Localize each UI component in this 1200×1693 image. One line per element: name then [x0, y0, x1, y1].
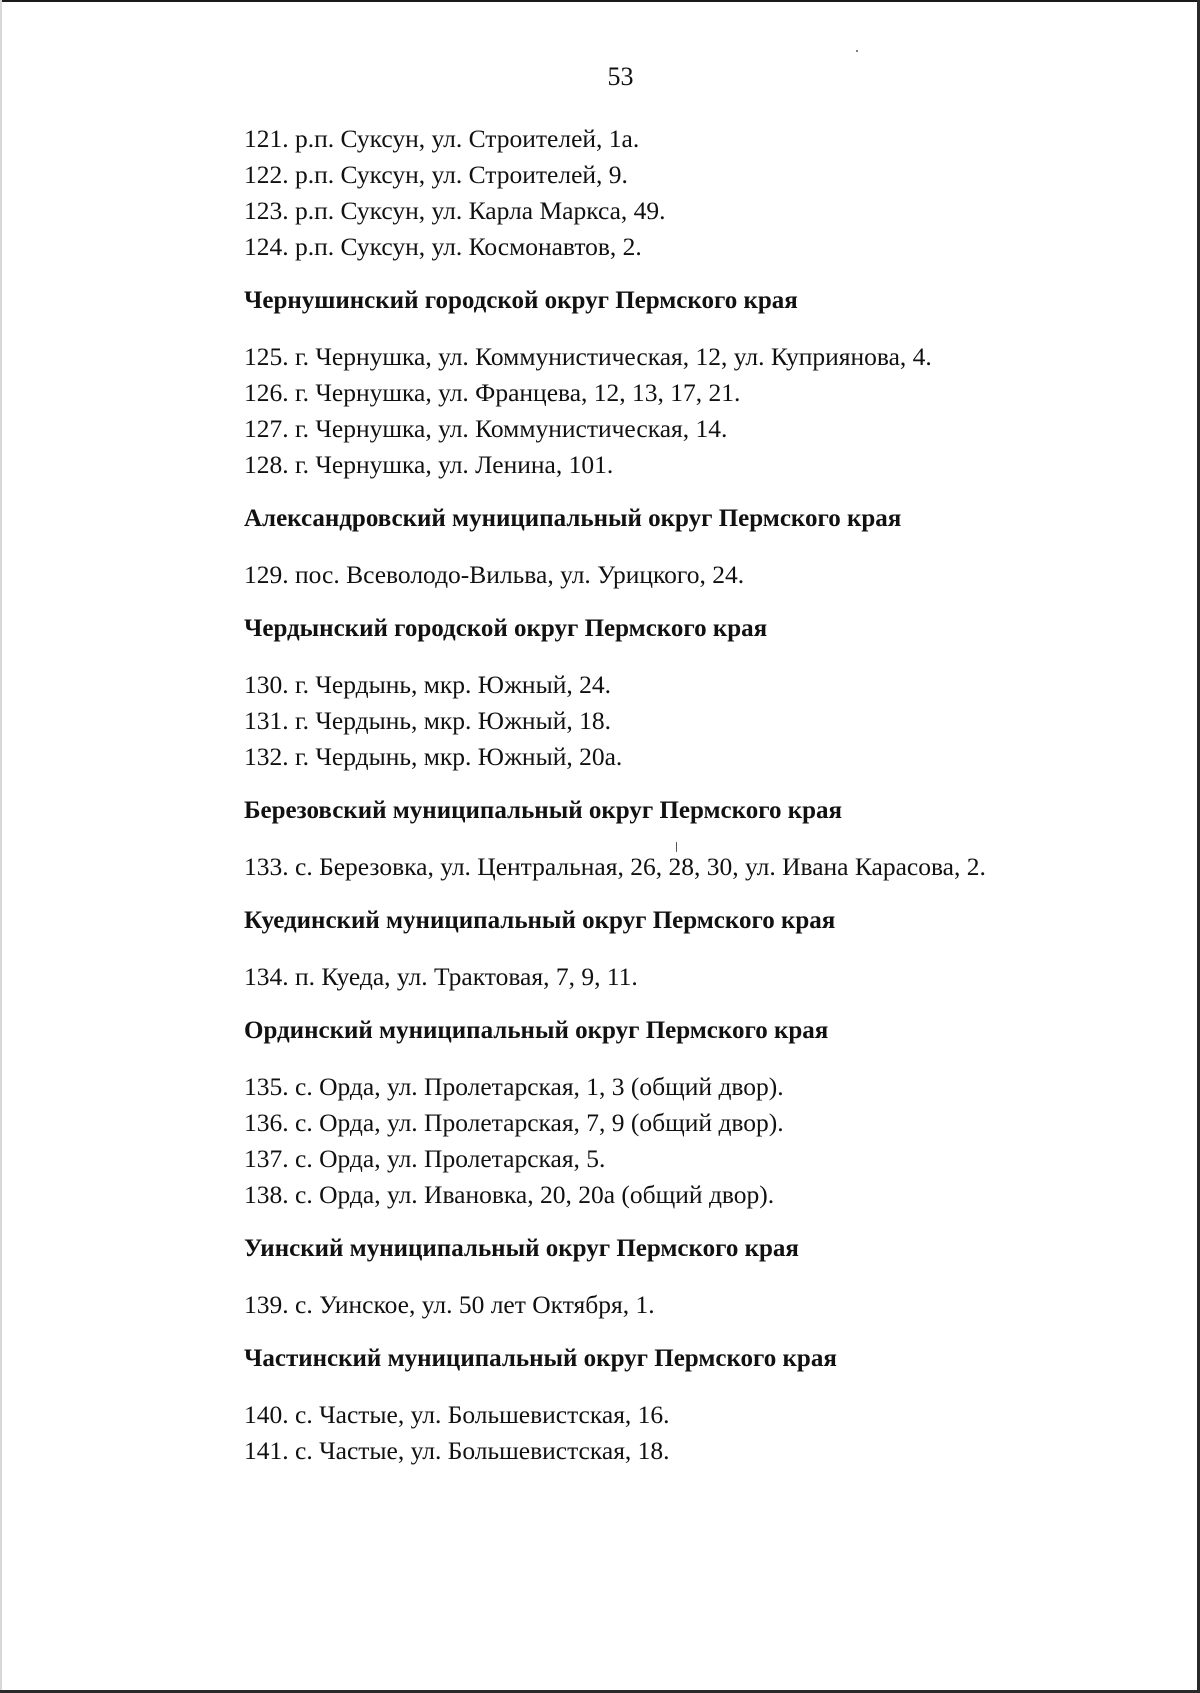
list-item: 126. г. Чернушка, ул. Францева, 12, 13, 17, 21. [244, 378, 741, 407]
list-item: 124. р.п. Суксун, ул. Космонавтов, 2. [244, 232, 642, 261]
section-aleksandrovsky [244, 501, 1164, 593]
section-heading: Ординский муниципальный округ Пермского края [244, 1017, 829, 1044]
list-item: 139. с. Уинское, ул. 50 лет Октября, 1. [244, 1290, 655, 1319]
list-item: 123. р.п. Суксун, ул. Карла Маркса, 49. [244, 196, 666, 225]
section-heading: Частинский муниципальный округ Пермского края [244, 1345, 837, 1372]
section-uinsky [244, 1231, 1164, 1323]
list-item: 122. р.п. Суксун, ул. Строителей, 9. [244, 160, 628, 189]
list-item: 133. с. Березовка, ул. Центральная, 26, 28, 30, ул. Ивана Карасова, 2. [244, 852, 986, 881]
list-item: 125. г. Чернушка, ул. Коммунистическая, 12, ул. Куприянова, 4. [244, 342, 932, 371]
list-item: 132. г. Чердынь, мкр. Южный, 20а. [244, 742, 623, 771]
section-heading: Куединский муниципальный округ Пермского края [244, 907, 836, 934]
list-item: 137. с. Орда, ул. Пролетарская, 5. [244, 1144, 606, 1173]
section-cherdynsky [244, 611, 1164, 775]
section-heading: Чердынский городской округ Пермского края [244, 615, 768, 642]
list-item: 128. г. Чернушка, ул. Ленина, 101. [244, 450, 614, 479]
page-number: 53 [607, 62, 634, 91]
list-item: 130. г. Чердынь, мкр. Южный, 24. [244, 670, 611, 699]
section-chastinsky [244, 1341, 1164, 1469]
list-item: 135. с. Орда, ул. Пролетарская, 1, 3 (общий двор). [244, 1072, 784, 1101]
scan-speck [856, 50, 858, 52]
list-item: 134. п. Куеда, ул. Трактовая, 7, 9, 11. [244, 962, 638, 991]
section-kuedinsky [244, 903, 1164, 995]
list-item: 136. с. Орда, ул. Пролетарская, 7, 9 (общий двор). [244, 1108, 784, 1137]
list-item: 131. г. Чердынь, мкр. Южный, 18. [244, 706, 611, 735]
section-ordinsky [244, 1013, 1164, 1213]
list-item: 129. пос. Всеволодо-Вильва, ул. Урицкого, 24. [244, 560, 745, 589]
section-berezovsky [244, 793, 1164, 885]
list-item: 140. с. Частые, ул. Большевистская, 16. [244, 1400, 670, 1429]
intro-group [244, 121, 1164, 265]
scan-edge-top [0, 0, 1200, 2]
list-item: 121. р.п. Суксун, ул. Строителей, 1а. [244, 124, 640, 153]
list-item: 141. с. Частые, ул. Большевистская, 18. [244, 1436, 670, 1465]
section-heading: Уинский муниципальный округ Пермского края [244, 1235, 799, 1262]
list-item: 138. с. Орда, ул. Ивановка, 20, 20а (общий двор). [244, 1180, 775, 1209]
scan-edge-left [0, 0, 2, 1693]
list-item: 127. г. Чернушка, ул. Коммунистическая, 14. [244, 414, 728, 443]
section-heading: Чернушинский городской округ Пермского края [244, 287, 798, 314]
section-heading: Березовский муниципальный округ Пермского края [244, 797, 843, 824]
address-list [244, 121, 1164, 1469]
section-chernushinsky [244, 283, 1164, 483]
section-heading: Александровский муниципальный округ Пермского края [244, 505, 902, 532]
